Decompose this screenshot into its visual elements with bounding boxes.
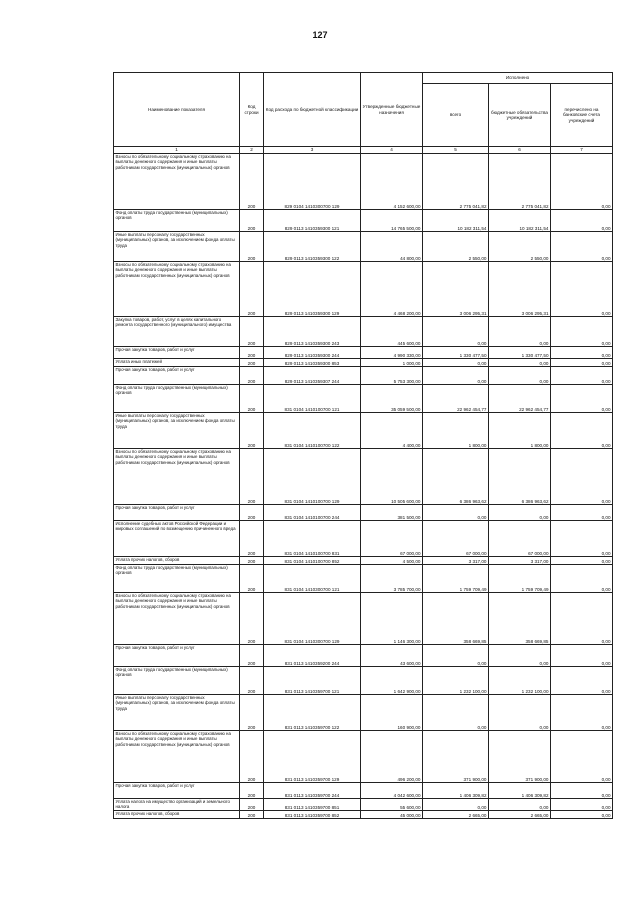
row-line-code: 200 bbox=[240, 505, 264, 521]
header-budget-obligations: бюджетные обязательства учреждений bbox=[489, 84, 551, 147]
row-budget-obligations: 1 759 709,49 bbox=[489, 565, 551, 593]
table-row bbox=[114, 385, 613, 413]
row-name: Иные выплаты персоналу государственных (муниципальных) органов, за исключением фонда оплаты труда bbox=[114, 232, 240, 262]
row-bank-accounts: 0,00 bbox=[551, 347, 613, 359]
table-row bbox=[114, 695, 613, 731]
row-bank-accounts: 0,00 bbox=[551, 521, 613, 557]
row-expense-code: 831 0104 1410100700 129 bbox=[264, 449, 361, 505]
row-expense-code: 831 0104 1410100700 852 bbox=[264, 557, 361, 565]
table-row bbox=[114, 593, 613, 645]
row-name: Взносы по обязательному социальному страхованию на выплаты денежного содержания и иные выплаты работникам государственных (муниципальных) органов bbox=[114, 449, 240, 505]
row-bank-accounts: 0,00 bbox=[551, 557, 613, 565]
row-name: Взносы по обязательному социальному страхованию на выплаты денежного содержания и иные выплаты работникам государственных (муниципальных) органов bbox=[114, 154, 240, 210]
row-approved: 55 600,00 bbox=[361, 799, 423, 811]
row-expense-code: 831 0113 1410359700 851 bbox=[264, 799, 361, 811]
row-line-code: 200 bbox=[240, 262, 264, 317]
row-total: 67 000,00 bbox=[423, 521, 489, 557]
row-bank-accounts: 0,00 bbox=[551, 210, 613, 232]
row-bank-accounts: 0,00 bbox=[551, 449, 613, 505]
row-name: Фонд оплаты труда государственных (муниципальных) органов bbox=[114, 210, 240, 232]
row-bank-accounts: 0,00 bbox=[551, 359, 613, 367]
table-row bbox=[114, 413, 613, 449]
row-line-code: 200 bbox=[240, 359, 264, 367]
row-budget-obligations: 3 317,00 bbox=[489, 557, 551, 565]
row-expense-code: 831 0104 1410100700 121 bbox=[264, 385, 361, 413]
row-budget-obligations: 0,00 bbox=[489, 367, 551, 385]
table-row bbox=[114, 557, 613, 565]
row-expense-code: 831 0113 1410359700 244 bbox=[264, 783, 361, 799]
row-bank-accounts: 0,00 bbox=[551, 731, 613, 783]
row-approved: 4 042 600,00 bbox=[361, 783, 423, 799]
row-expense-code: 829 0113 1410359300 244 bbox=[264, 347, 361, 359]
row-name: Прочая закупка товаров, работ и услуг bbox=[114, 645, 240, 667]
row-line-code: 200 bbox=[240, 557, 264, 565]
row-total: 1 800,00 bbox=[423, 413, 489, 449]
column-number: 3 bbox=[264, 147, 361, 154]
row-name: Прочая закупка товаров, работ и услуг bbox=[114, 783, 240, 799]
row-budget-obligations: 0,00 bbox=[489, 359, 551, 367]
table-row bbox=[114, 521, 613, 557]
row-bank-accounts: 0,00 bbox=[551, 799, 613, 811]
budget-report-table bbox=[113, 72, 613, 819]
row-total: 1 406 309,82 bbox=[423, 783, 489, 799]
row-total: 0,00 bbox=[423, 367, 489, 385]
row-total: 2 665,00 bbox=[423, 811, 489, 819]
header-expense-code: Код расхода по бюджетной классификации bbox=[264, 73, 361, 147]
row-name: Уплата прочих налогов, сборов bbox=[114, 811, 240, 819]
row-line-code: 200 bbox=[240, 667, 264, 695]
table-row bbox=[114, 232, 613, 262]
row-line-code: 200 bbox=[240, 154, 264, 210]
row-approved: 1 642 900,00 bbox=[361, 667, 423, 695]
row-expense-code: 831 0113 1410359700 852 bbox=[264, 811, 361, 819]
row-line-code: 200 bbox=[240, 413, 264, 449]
table-row bbox=[114, 262, 613, 317]
header-executed: Исполнено bbox=[423, 73, 613, 84]
row-name: Исполнение судебных актов Российской Федерации и мировых соглашений по возмещению причиненного вреда bbox=[114, 521, 240, 557]
row-total: 2 550,00 bbox=[423, 232, 489, 262]
row-budget-obligations: 371 900,00 bbox=[489, 731, 551, 783]
row-line-code: 200 bbox=[240, 210, 264, 232]
row-total: 1 232 100,00 bbox=[423, 667, 489, 695]
header-total: всего bbox=[423, 84, 489, 147]
row-total: 0,00 bbox=[423, 645, 489, 667]
table-body bbox=[114, 154, 613, 819]
row-total: 0,00 bbox=[423, 317, 489, 347]
row-approved: 496 200,00 bbox=[361, 731, 423, 783]
row-approved: 381 500,00 bbox=[361, 505, 423, 521]
table-row bbox=[114, 154, 613, 210]
column-number: 2 bbox=[240, 147, 264, 154]
row-approved: 10 505 600,00 bbox=[361, 449, 423, 505]
row-line-code: 200 bbox=[240, 232, 264, 262]
row-name: Фонд оплаты труда государственных (муниципальных) органов bbox=[114, 385, 240, 413]
row-line-code: 200 bbox=[240, 783, 264, 799]
row-line-code: 200 bbox=[240, 521, 264, 557]
header-name: Наименование показателя bbox=[114, 73, 240, 147]
table-row bbox=[114, 645, 613, 667]
row-approved: 45 000,00 bbox=[361, 811, 423, 819]
row-bank-accounts: 0,00 bbox=[551, 232, 613, 262]
table-row bbox=[114, 317, 613, 347]
row-name: Прочая закупка товаров, работ и услуг bbox=[114, 505, 240, 521]
row-bank-accounts: 0,00 bbox=[551, 262, 613, 317]
row-name: Уплата иных платежей bbox=[114, 359, 240, 367]
row-approved: 1 000,00 bbox=[361, 359, 423, 367]
row-approved: 67 000,00 bbox=[361, 521, 423, 557]
row-approved: 445 600,00 bbox=[361, 317, 423, 347]
row-line-code: 200 bbox=[240, 565, 264, 593]
row-expense-code: 831 0113 1410359700 121 bbox=[264, 667, 361, 695]
row-expense-code: 829 0113 1410359300 122 bbox=[264, 232, 361, 262]
row-expense-code: 829 0113 1410359300 121 bbox=[264, 210, 361, 232]
row-bank-accounts: 0,00 bbox=[551, 413, 613, 449]
row-budget-obligations: 2 775 041,82 bbox=[489, 154, 551, 210]
row-approved: 3 785 700,00 bbox=[361, 565, 423, 593]
row-approved: 35 059 500,00 bbox=[361, 385, 423, 413]
row-budget-obligations: 10 182 311,54 bbox=[489, 210, 551, 232]
row-line-code: 200 bbox=[240, 367, 264, 385]
row-budget-obligations: 358 669,85 bbox=[489, 593, 551, 645]
row-bank-accounts: 0,00 bbox=[551, 645, 613, 667]
table-row bbox=[114, 367, 613, 385]
column-number: 1 bbox=[114, 147, 240, 154]
row-bank-accounts: 0,00 bbox=[551, 154, 613, 210]
row-bank-accounts: 0,00 bbox=[551, 811, 613, 819]
row-bank-accounts: 0,00 bbox=[551, 367, 613, 385]
row-budget-obligations: 0,00 bbox=[489, 317, 551, 347]
row-approved: 4 468 200,00 bbox=[361, 262, 423, 317]
row-budget-obligations: 0,00 bbox=[489, 695, 551, 731]
row-line-code: 200 bbox=[240, 799, 264, 811]
column-number-row bbox=[114, 147, 613, 154]
row-bank-accounts: 0,00 bbox=[551, 385, 613, 413]
row-name: Уплата налога на имущество организаций и земельного налога bbox=[114, 799, 240, 811]
row-total: 3 317,00 bbox=[423, 557, 489, 565]
row-budget-obligations: 67 000,00 bbox=[489, 521, 551, 557]
row-expense-code: 829 0113 1410359300 853 bbox=[264, 359, 361, 367]
row-total: 1 330 477,50 bbox=[423, 347, 489, 359]
row-approved: 4 500,00 bbox=[361, 557, 423, 565]
row-expense-code: 831 0113 1410359700 122 bbox=[264, 695, 361, 731]
row-line-code: 200 bbox=[240, 347, 264, 359]
table-row bbox=[114, 347, 613, 359]
row-total: 1 759 709,49 bbox=[423, 565, 489, 593]
row-expense-code: 831 0113 1410359700 129 bbox=[264, 731, 361, 783]
row-total: 0,00 bbox=[423, 505, 489, 521]
row-budget-obligations: 6 386 963,62 bbox=[489, 449, 551, 505]
row-expense-code: 831 0104 1410100700 122 bbox=[264, 413, 361, 449]
row-approved: 44 800,00 bbox=[361, 232, 423, 262]
row-total: 2 775 041,82 bbox=[423, 154, 489, 210]
row-expense-code: 831 0104 1410300700 121 bbox=[264, 565, 361, 593]
row-bank-accounts: 0,00 bbox=[551, 565, 613, 593]
row-total: 0,00 bbox=[423, 799, 489, 811]
row-bank-accounts: 0,00 bbox=[551, 667, 613, 695]
row-name: Закупка товаров, работ, услуг в целях капитального ремонта государственного (муниципального) имущества bbox=[114, 317, 240, 347]
row-name: Фонд оплаты труда государственных (муниципальных) органов bbox=[114, 565, 240, 593]
row-total: 3 006 295,31 bbox=[423, 262, 489, 317]
table-row bbox=[114, 799, 613, 811]
table-row bbox=[114, 565, 613, 593]
table-row bbox=[114, 210, 613, 232]
row-approved: 4 990 330,00 bbox=[361, 347, 423, 359]
row-total: 22 962 454,77 bbox=[423, 385, 489, 413]
row-expense-code: 829 0113 1410359300 129 bbox=[264, 262, 361, 317]
row-name: Взносы по обязательному социальному страхованию на выплаты денежного содержания и иные выплаты работникам государственных (муниципальных) органов bbox=[114, 731, 240, 783]
column-number: 4 bbox=[361, 147, 423, 154]
row-expense-code: 831 0104 1410100700 244 bbox=[264, 505, 361, 521]
row-budget-obligations: 1 800,00 bbox=[489, 413, 551, 449]
row-name: Иные выплаты персоналу государственных (муниципальных) органов, за исключением фонда оплаты труда bbox=[114, 695, 240, 731]
row-name: Прочая закупка товаров, работ и услуг bbox=[114, 367, 240, 385]
row-approved: 14 765 500,00 bbox=[361, 210, 423, 232]
row-budget-obligations: 2 665,00 bbox=[489, 811, 551, 819]
row-total: 371 900,00 bbox=[423, 731, 489, 783]
header-line-code: Код строки bbox=[240, 73, 264, 147]
row-line-code: 200 bbox=[240, 811, 264, 819]
row-budget-obligations: 0,00 bbox=[489, 799, 551, 811]
table-row bbox=[114, 667, 613, 695]
row-name: Взносы по обязательному социальному страхованию на выплаты денежного содержания и иные выплаты работникам государственных (муниципальных) органов bbox=[114, 593, 240, 645]
row-approved: 4 400,00 bbox=[361, 413, 423, 449]
row-name: Уплата прочих налогов, сборов bbox=[114, 557, 240, 565]
row-approved: 1 146 300,00 bbox=[361, 593, 423, 645]
table-row bbox=[114, 783, 613, 799]
row-total: 0,00 bbox=[423, 695, 489, 731]
row-total: 10 182 311,54 bbox=[423, 210, 489, 232]
row-budget-obligations: 2 550,00 bbox=[489, 232, 551, 262]
page-number: 127 bbox=[312, 30, 328, 40]
row-budget-obligations: 3 006 295,31 bbox=[489, 262, 551, 317]
row-approved: 5 753 300,00 bbox=[361, 367, 423, 385]
header-bank-accounts: перечислено на банковские счета учреждений bbox=[551, 84, 613, 147]
row-line-code: 200 bbox=[240, 731, 264, 783]
row-name: Прочая закупка товаров, работ и услуг bbox=[114, 347, 240, 359]
row-line-code: 200 bbox=[240, 645, 264, 667]
row-expense-code: 831 0104 1410100700 831 bbox=[264, 521, 361, 557]
table-row bbox=[114, 449, 613, 505]
row-expense-code: 829 0104 1410300700 129 bbox=[264, 154, 361, 210]
row-line-code: 200 bbox=[240, 593, 264, 645]
row-bank-accounts: 0,00 bbox=[551, 593, 613, 645]
row-expense-code: 829 0113 1410359300 243 bbox=[264, 317, 361, 347]
row-expense-code: 831 0104 1410300700 129 bbox=[264, 593, 361, 645]
row-bank-accounts: 0,00 bbox=[551, 695, 613, 731]
table-row bbox=[114, 505, 613, 521]
row-line-code: 200 bbox=[240, 317, 264, 347]
row-approved: 43 600,00 bbox=[361, 645, 423, 667]
row-bank-accounts: 0,00 bbox=[551, 317, 613, 347]
row-budget-obligations: 1 330 477,50 bbox=[489, 347, 551, 359]
row-name: Фонд оплаты труда государственных (муниципальных) органов bbox=[114, 667, 240, 695]
column-number: 5 bbox=[423, 147, 489, 154]
row-approved: 160 900,00 bbox=[361, 695, 423, 731]
row-budget-obligations: 0,00 bbox=[489, 645, 551, 667]
row-bank-accounts: 0,00 bbox=[551, 783, 613, 799]
row-expense-code: 829 0113 1410359307 244 bbox=[264, 367, 361, 385]
row-name: Иные выплаты персоналу государственных (муниципальных) органов, за исключением фонда оплаты труда bbox=[114, 413, 240, 449]
row-expense-code: 831 0113 1410359200 244 bbox=[264, 645, 361, 667]
header-approved: Утвержденные бюджетные назначения bbox=[361, 73, 423, 147]
column-number: 6 bbox=[489, 147, 551, 154]
row-total: 0,00 bbox=[423, 359, 489, 367]
row-budget-obligations: 1 406 309,82 bbox=[489, 783, 551, 799]
table-header bbox=[114, 73, 613, 154]
row-line-code: 200 bbox=[240, 385, 264, 413]
column-number: 7 bbox=[551, 147, 613, 154]
row-total: 6 386 963,62 bbox=[423, 449, 489, 505]
row-line-code: 200 bbox=[240, 695, 264, 731]
table-row bbox=[114, 359, 613, 367]
row-budget-obligations: 22 962 454,77 bbox=[489, 385, 551, 413]
row-bank-accounts: 0,00 bbox=[551, 505, 613, 521]
row-total: 358 669,85 bbox=[423, 593, 489, 645]
row-line-code: 200 bbox=[240, 449, 264, 505]
row-budget-obligations: 0,00 bbox=[489, 505, 551, 521]
row-name: Взносы по обязательному социальному страхованию на выплаты денежного содержания и иные выплаты работникам государственных (муниципальных) органов bbox=[114, 262, 240, 317]
row-approved: 4 152 600,00 bbox=[361, 154, 423, 210]
row-budget-obligations: 1 232 100,00 bbox=[489, 667, 551, 695]
table-row bbox=[114, 811, 613, 819]
table-row bbox=[114, 731, 613, 783]
